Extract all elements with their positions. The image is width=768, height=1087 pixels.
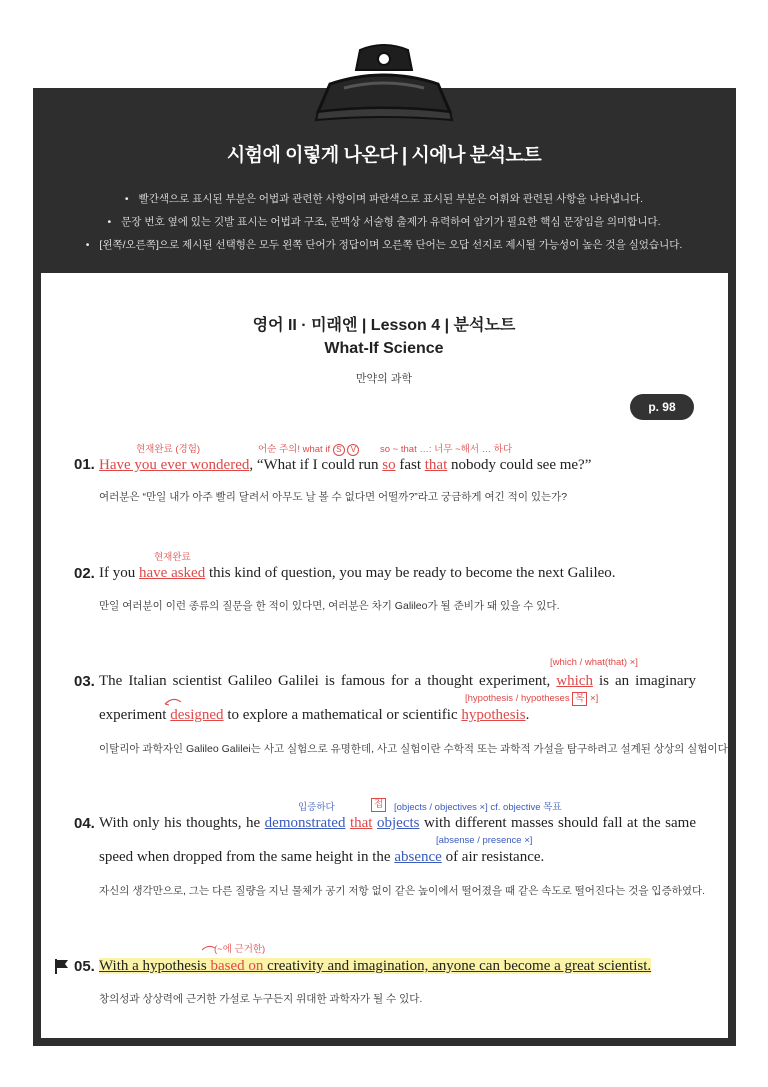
sentence-english: With a hypothesis based on creativity and imagination, anyone can become a great scientist.: [99, 958, 652, 974]
note-item: • 문장 번호 옆에 있는 깃발 표시는 어법과 구조, 문맥상 서술형 출제가 유력하여 암기가 필요한 핵심 문장임을 의미합니다.: [0, 211, 768, 234]
sentence-korean: 창의성과 상상력에 근거한 가설로 누구든지 위대한 과학자가 될 수 있다.: [99, 993, 423, 1005]
lesson-title: 영어 II · 미래엔 | Lesson 4 | 분석노트: [252, 317, 516, 334]
page-badge: p. 98: [630, 394, 694, 420]
annotation: 입증하다: [298, 802, 335, 813]
paper-sheet: [41, 273, 728, 1038]
subject-mark: S: [333, 444, 345, 456]
clipboard-clip-icon: [300, 44, 468, 126]
flag-icon: [54, 958, 70, 974]
sentence-korean: 이탈리아 과학자인 Galileo Galilei는 사고 실험으로 유명한데, 사고 실험이란 수학적 또는 과학적 가설을 탐구하려고 설계된 상상의 실험이다.: [99, 743, 731, 755]
header-notes: [0, 188, 768, 257]
annotation: [absense / presence ×]: [436, 835, 533, 846]
annotation: [hypothesis / hypotheses 복 ×]: [465, 693, 599, 704]
annotation: [which / what(that) ×]: [550, 657, 638, 668]
sentence-number: 05.: [74, 958, 95, 975]
sentence-number: 01.: [74, 456, 95, 473]
header-title: 시험에 이렇게 나온다 | 시에나 분석노트: [226, 145, 542, 166]
sentence-korean: 만일 여러분이 이런 종류의 질문을 한 적이 있다면, 여러분은 차기 Galileo가 될 준비가 돼 있을 수 있다.: [99, 600, 560, 612]
sentence-number: 04.: [74, 815, 95, 832]
sentence-english: With only his thoughts, he demonstrated that objects with different masses should fall at the same speed when dropped from the same height in the absence of air resistance.: [99, 815, 697, 865]
note-item: • 빨간색으로 표시된 부분은 어법과 관련한 사항이며 파란색으로 표시된 부분은 어휘와 관련된 사항을 나타냅니다.: [0, 188, 768, 211]
sentence-english: If you have asked this kind of question, you may be ready to become the next Galileo.: [99, 565, 616, 581]
lesson-korean-title: 만약의 과학: [355, 373, 413, 385]
sentence-number: 02.: [74, 565, 95, 582]
annotation: (~에 근거한): [214, 944, 266, 955]
annotation: 어순 주의! what if S V: [258, 441, 359, 456]
plural-mark: 복: [572, 692, 587, 706]
sentence-english: The Italian scientist Galileo Galilei is famous for a thought experiment, which is an imaginary experiment designed to explore a mathematical or scientific hypothesis.: [99, 673, 696, 723]
sentence-number: 03.: [74, 673, 95, 690]
sentence-korean: 여러분은 “만일 내가 아주 빨리 달려서 아무도 날 볼 수 없다면 어떨까?”라고 궁금하게 여긴 적이 있는가?: [99, 491, 568, 503]
annotation: so ~ that …: 너무 ~해서 … 하다: [380, 444, 513, 455]
note-item: • [왼쪽/오른쪽]으로 제시된 선택형은 모두 왼쪽 단어가 정답이며 오른쪽 단어는 오답 선지로 제시될 가능성이 높은 것을 실었습니다.: [0, 234, 768, 257]
lesson-subtitle: What-If Science: [324, 340, 444, 357]
verb-mark: V: [347, 444, 359, 456]
annotation: 현재완료: [154, 552, 191, 563]
annotation: 현재완료 (경험): [136, 444, 201, 455]
conjunction-mark: 접: [371, 798, 386, 812]
sentence-korean: 자신의 생각만으로, 그는 다른 질량을 지닌 물체가 공기 저항 없이 같은 높이에서 떨어졌을 때 같은 속도로 떨어진다는 것을 입증하였다.: [99, 885, 706, 897]
annotation: [objects / objectives ×] cf. objective 목표: [394, 802, 562, 813]
sentence-english: Have you ever wondered, “What if I could run so fast that nobody could see me?”: [99, 457, 592, 473]
